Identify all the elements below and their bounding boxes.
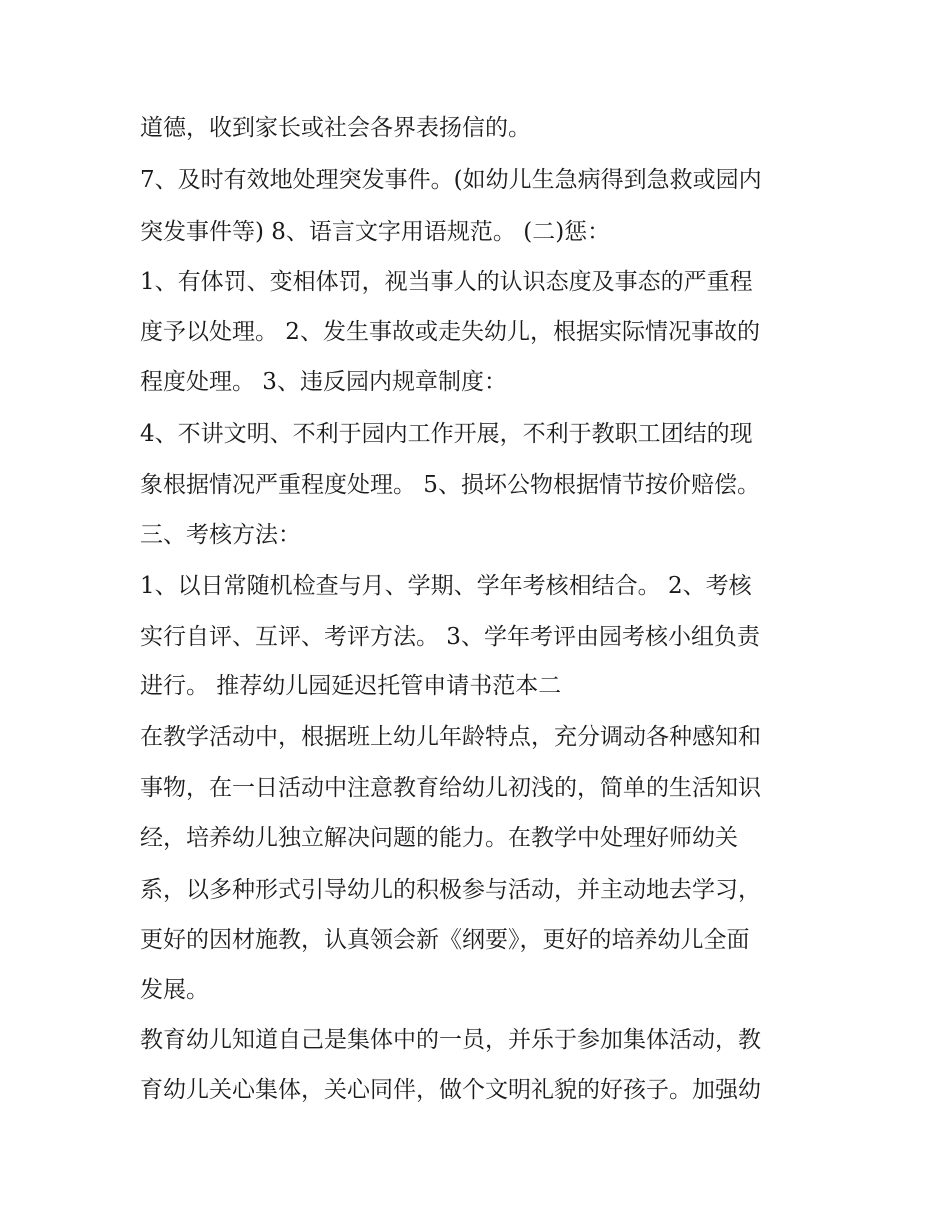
text-line: 进行。 推荐幼儿园延迟托管申请书范本二 — [140, 673, 562, 699]
text-line: 教育幼儿知道自己是集体中的一员，并乐于参加集体活动，教 — [140, 1027, 761, 1053]
text-line: 道德，收到家长或社会各界表扬信的。 — [140, 115, 531, 141]
text-line: 1、有体罚、变相体罚，视当事人的认识态度及事态的严重程 — [140, 269, 753, 295]
text-line: 度予以处理。 2、发生事故或走失幼儿，根据实际情况事故的 — [140, 319, 760, 345]
text-line: 事物，在一日活动中注意教育给幼儿初浅的，简单的生活知识 — [140, 775, 761, 801]
text-line: 系，以多种形式引导幼儿的积极参与活动，并主动地去学习， — [140, 877, 761, 903]
text-line: 7、及时有效地处理突发事件。(如幼儿生急病得到急救或园内 — [140, 167, 762, 193]
text-line: 育幼儿关心集体，关心同伴，做个文明礼貌的好孩子。加强幼 — [140, 1077, 761, 1103]
text-line: 经，培养幼儿独立解决问题的能力。在教学中处理好师幼关 — [140, 825, 738, 851]
text-line: 实行自评、互评、考评方法。 3、学年考评由园考核小组负责 — [140, 624, 760, 650]
text-line: 程度处理。 3、违反园内规章制度： — [140, 369, 507, 395]
text-line: 1、以日常随机检查与月、学期、学年考核相结合。 2、考核 — [140, 573, 752, 599]
text-line: 象根据情况严重程度处理。 5、损坏公物根据情节按价赔偿。 — [140, 472, 760, 498]
text-line: 发展。 — [140, 977, 209, 1003]
text-line: 在教学活动中，根据班上幼儿年龄特点，充分调动各种感知和 — [140, 724, 761, 750]
text-line: 4、不讲文明、不利于园内工作开展，不利于教职工团结的现 — [140, 421, 753, 447]
text-line: 更好的因材施教，认真领会新《纲要》，更好的培养幼儿全面 — [140, 927, 750, 953]
section-heading: 三、考核方法： — [140, 522, 301, 548]
text-line: 突发事件等) 8、语言文字用语规范。 (二)惩： — [140, 219, 611, 245]
